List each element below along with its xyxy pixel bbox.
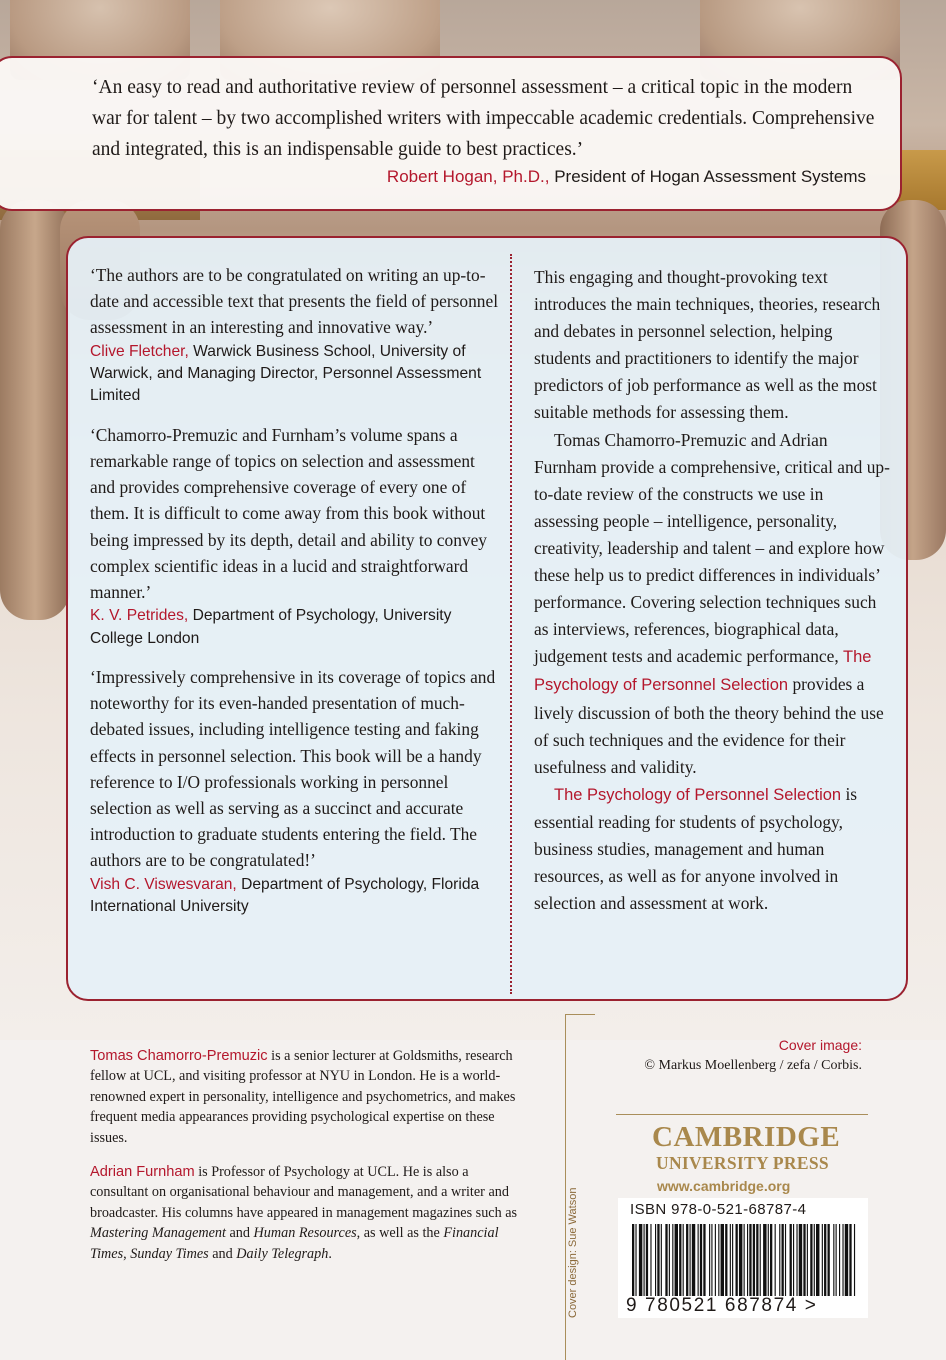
publisher-logo-sub: UNIVERSITY PRESS — [656, 1153, 829, 1173]
book-title-inline: The Psychology of Personnel Selection — [554, 785, 842, 804]
review-attribution — [90, 605, 502, 650]
review-quote: ‘The authors are to be congratulated on writing an up-to-date and accessible text that presents the field of personnel assessment in an interesting and innovative way.’ — [90, 265, 499, 338]
description-p2-text: Tomas Chamorro-Premuzic and Adrian Furnham provide a comprehensive, critical and up-to-date review of the constructs we use in assessing people – intelligence, personality, creativity, leadership and talent – and explore how these help us to predict differences in individuals’ performance. Covering selection techniques such as interviews, references, biographical data, judgement tests and academic performance, — [534, 429, 890, 667]
reviewer-name: Clive Fletcher, — [90, 342, 189, 360]
author-name: Tomas Chamorro-Premuzic — [90, 1048, 268, 1064]
newspaper-title: Sunday Times — [130, 1245, 209, 1262]
featured-quote-text: ‘An easy to read and authoritative review of personnel assessment – a critical topic in the modern war for talent – by two accomplished writers with impeccable academic credentials. Comprehensive and integrated, this is an indispensable guide to best practices.’ — [92, 77, 875, 160]
description-paragraph-1: This engaging and thought-provoking text introduces the main techniques, theories, research and debates in personnel selection, helping students and practitioners to identify the major predictors of job performance as well as the most suitable methods for assessing them. — [534, 267, 881, 423]
isbn-text: ISBN 978-0-521-68787-4 — [630, 1201, 807, 1218]
review-item — [90, 262, 502, 408]
review-quote: ‘Impressively comprehensive in its coverage of topics and noteworthy for its even-handed presentation of much-debated issues, including intelligence testing and faking effects in personnel selection. This book will be a handy reference to I/O professionals working in personnel selection as well as serving as a succinct and accurate introduction to graduate students entering the field. The authors are to be congratulated!’ — [90, 667, 496, 871]
review-item — [90, 664, 502, 918]
publisher-logo-name: CAMBRIDGE — [652, 1121, 841, 1153]
newspaper-title: Financial Times — [90, 1225, 499, 1262]
gold-corner-rule — [565, 1014, 595, 1015]
description-paragraph-3 — [534, 781, 890, 917]
description-p2-tail: provides a lively discussion of both the theory behind the use of such techniques and the evidence for their usefulness and validity. — [534, 674, 884, 777]
featured-quote-name: Robert Hogan, Ph.D., — [386, 167, 550, 186]
featured-quote-attribution — [387, 167, 866, 187]
review-item — [90, 422, 502, 650]
cover-image-credit: © Markus Moellenberg / zefa / Corbis. — [644, 1058, 862, 1073]
author-bio-text: , as well as the — [356, 1225, 440, 1242]
punctuation: , — [123, 1245, 127, 1262]
publisher-url: www.cambridge.org — [657, 1178, 791, 1194]
barcode-digits: 9 780521 687874 > — [626, 1295, 818, 1316]
reviewer-affiliation: Department of Psychology, Florida International University — [90, 875, 480, 916]
featured-quote-affiliation: President of Hogan Assessment Systems — [554, 167, 866, 186]
reviews-column — [90, 262, 502, 933]
author-bio-1 — [90, 1046, 530, 1148]
review-attribution — [90, 874, 502, 919]
book-title-inline: The Psychology of Personnel Selection — [534, 648, 872, 695]
author-bio-text: is a senior lecturer at Goldsmiths, research fellow at UCL, and visiting professor at NYU in London. He is a world-renowned expert in personality, intelligence and psychometrics, and makes frequent media appearances providing psychological expertise on these issues. — [90, 1048, 516, 1146]
magazine-title: Mastering Management — [90, 1225, 226, 1242]
author-bio-2 — [90, 1162, 530, 1264]
conjunction: and — [212, 1245, 233, 1262]
reviewer-affiliation: Warwick Business School, University of Warwick, and Managing Director, Personnel Assessment Limited — [90, 342, 482, 405]
publisher-rule — [616, 1114, 868, 1115]
barcode-icon — [626, 1224, 862, 1296]
featured-endorsement-box — [0, 56, 902, 211]
book-description — [534, 264, 890, 917]
description-p3-text: is essential reading for students of psychology, business studies, management and human resources, as well as for anyone involved in selection and assessment at work. — [534, 783, 858, 914]
reviewer-name: K. V. Petrides, — [90, 607, 189, 625]
column-divider — [510, 254, 512, 994]
cover-image-label: Cover image: — [778, 1037, 862, 1053]
newspaper-title: Daily Telegraph — [236, 1245, 329, 1262]
author-bio-text: is Professor of Psychology at UCL. He is also a consultant on organisational behaviour and management, and a writer and broadcaster. His columns have appeared in management magazines such as — [90, 1164, 518, 1221]
review-attribution — [90, 341, 502, 408]
gold-vertical-rule — [565, 1014, 566, 1360]
author-name: Adrian Furnham — [90, 1164, 195, 1180]
reviewer-name: Vish C. Viswesvaran, — [90, 875, 237, 893]
conjunction: and — [229, 1225, 250, 1242]
review-quote: ‘Chamorro-Premuzic and Furnham’s volume spans a remarkable range of topics on selection and assessment and provides comprehensive coverage of every one of them. It is difficult to come away from this book without being impressed by its depth, detail and ability to convey complex scientific ideas in a lucid and straightforward manner.’ — [90, 424, 488, 603]
magazine-title: Human Resources — [253, 1225, 357, 1242]
punctuation: . — [328, 1245, 332, 1262]
description-paragraph-2 — [534, 427, 890, 781]
cover-designer-credit: Cover design: Sue Watson — [567, 1187, 579, 1318]
reviewer-affiliation: Department of Psychology, University College London — [90, 607, 452, 647]
